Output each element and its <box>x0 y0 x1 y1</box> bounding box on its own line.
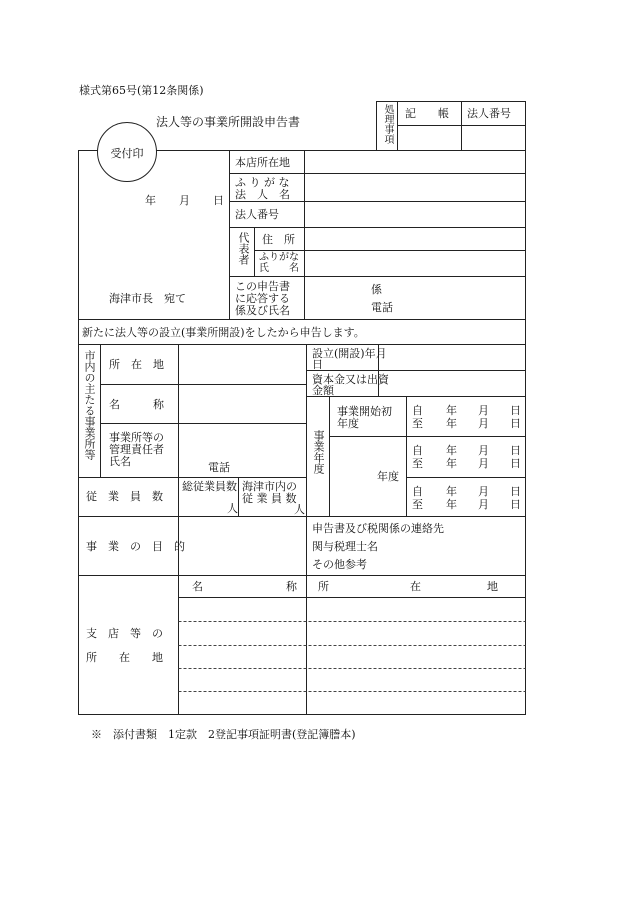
total-employees-label: 総従業員数 <box>182 480 237 493</box>
main-office-name-field[interactable] <box>180 386 305 422</box>
period3-to-month: 月 <box>478 498 489 511</box>
tax-contact-label: 申告書及び税関係の連絡先 <box>312 522 444 535</box>
other-reference-label: その他参考 <box>312 558 367 571</box>
branch-col-name-b: 称 <box>286 580 297 593</box>
established-date-field[interactable] <box>380 346 524 369</box>
city-employees-label-line1: 海津市内の <box>242 480 297 493</box>
capital-label-line2: 金額 <box>312 384 334 397</box>
corp-name-field[interactable] <box>306 175 524 200</box>
period3-from-year: 年 <box>446 485 457 498</box>
corp-number-label: 法人番号 <box>235 208 279 221</box>
main-office-name-label: 名 称 <box>109 398 164 411</box>
contact-label-line1: この申告書 <box>235 280 290 293</box>
total-employees-unit: 人 <box>227 502 238 515</box>
branch-label-line1: 支 店 等 の <box>86 627 163 640</box>
period1-to: 至 <box>412 417 423 430</box>
declaration-text: 新たに法人等の設立(事業所開設)をしたから申告します。 <box>82 326 365 339</box>
employees-label: 従 業 員 数 <box>86 490 163 503</box>
tax-accountant-label: 関与税理士名 <box>312 540 378 553</box>
rep-furigana-label: ふりがな <box>259 252 299 263</box>
period1-to-day: 日 <box>510 417 521 430</box>
hq-address-label: 本店所在地 <box>235 156 290 169</box>
period1-from-year: 年 <box>446 404 457 417</box>
period1-to-year: 年 <box>446 417 457 430</box>
first-fiscal-label-line1: 事業開始初 <box>337 405 392 418</box>
established-label-line1: 設立(開設)年月 <box>312 347 387 360</box>
contact-phone-label: 電話 <box>371 301 393 314</box>
rep-name-field[interactable] <box>306 252 524 275</box>
manager-phone-label: 電話 <box>208 461 230 474</box>
main-office-location-label: 所 在 地 <box>109 358 164 371</box>
period1-from: 自 <box>412 404 423 417</box>
date-month: 月 <box>179 194 190 207</box>
period2-to: 至 <box>412 457 423 470</box>
branch-label-line2: 所 在 地 <box>86 651 163 664</box>
period1-from-month: 月 <box>478 404 489 417</box>
processing-corp-number-field[interactable] <box>462 126 525 150</box>
period2-from-month: 月 <box>478 444 489 457</box>
main-office-group-label: 市内の主たる事業所等 <box>83 350 96 460</box>
corp-number-field[interactable] <box>306 203 524 226</box>
attachments-footnote: ※ 添付書類 1定款 2登記事項証明書(登記簿謄本) <box>91 728 356 741</box>
addressee: 海津市長 宛て <box>109 292 186 305</box>
form-number: 様式第65号(第12条関係) <box>79 84 204 97</box>
first-fiscal-label-line2: 年度 <box>337 417 359 430</box>
date-day: 日 <box>213 194 224 207</box>
processing-label: 処理事項 <box>382 104 393 144</box>
contact-label-line3: 係及び氏名 <box>235 304 290 317</box>
furigana-label-line1: ふ り が な <box>235 176 290 189</box>
period3-to-day: 日 <box>510 498 521 511</box>
hq-address-field[interactable] <box>306 152 524 172</box>
period2-to-year: 年 <box>446 457 457 470</box>
branch-col-location-b: 在 <box>410 580 421 593</box>
period1-from-day: 日 <box>510 404 521 417</box>
rep-name-label: 氏 名 <box>259 263 299 274</box>
period1-to-month: 月 <box>478 417 489 430</box>
city-employees-unit: 人 <box>294 503 305 516</box>
manager-name-field[interactable] <box>180 425 305 459</box>
receipt-stamp <box>97 122 157 182</box>
contact-label-line2: に応答する <box>235 292 290 305</box>
main-office-location-field[interactable] <box>180 346 305 383</box>
capital-field[interactable] <box>380 372 524 395</box>
fiscal-year-group-label: 事業年度 <box>312 430 325 474</box>
period3-to: 至 <box>412 498 423 511</box>
business-purpose-field[interactable] <box>180 518 305 574</box>
period2-to-day: 日 <box>510 457 521 470</box>
manager-label-line3: 氏名 <box>109 455 131 468</box>
representative-label: 代表者 <box>237 232 250 265</box>
fiscal-year-label: 年度 <box>377 470 399 483</box>
branch-col-location-a: 所 <box>318 580 329 593</box>
period3-from-month: 月 <box>478 485 489 498</box>
period3-from-day: 日 <box>510 485 521 498</box>
processing-bookkeeping-field[interactable] <box>398 126 461 150</box>
established-label-line2: 日 <box>312 358 323 371</box>
contact-dept-label: 係 <box>371 283 382 296</box>
business-purpose-label: 事 業 の 目 的 <box>86 540 185 553</box>
period3-from: 自 <box>412 485 423 498</box>
branch-col-location-c: 地 <box>487 580 498 593</box>
receipt-stamp-label: 受付印 <box>110 147 144 160</box>
period2-from: 自 <box>412 444 423 457</box>
period2-from-year: 年 <box>446 444 457 457</box>
manager-label-line1: 事業所等の <box>109 431 164 444</box>
date-year: 年 <box>145 194 156 207</box>
capital-label-line1: 資本金又は出資 <box>312 373 389 386</box>
branch-col-name-a: 名 <box>192 580 203 593</box>
processing-corp-number-header: 法人番号 <box>467 107 511 120</box>
period2-from-day: 日 <box>510 444 521 457</box>
processing-bookkeeping-header: 記 帳 <box>405 107 449 120</box>
city-employees-label-line2: 従 業 員 数 <box>242 492 297 505</box>
form-title: 法人等の事業所開設申告書 <box>156 115 301 129</box>
rep-address-label: 住 所 <box>262 233 295 246</box>
rep-address-field[interactable] <box>306 229 524 249</box>
period2-to-month: 月 <box>478 457 489 470</box>
manager-label-line2: 管理責任者 <box>109 443 164 456</box>
period3-to-year: 年 <box>446 498 457 511</box>
corp-name-label-line2: 法 人 名 <box>235 188 290 201</box>
